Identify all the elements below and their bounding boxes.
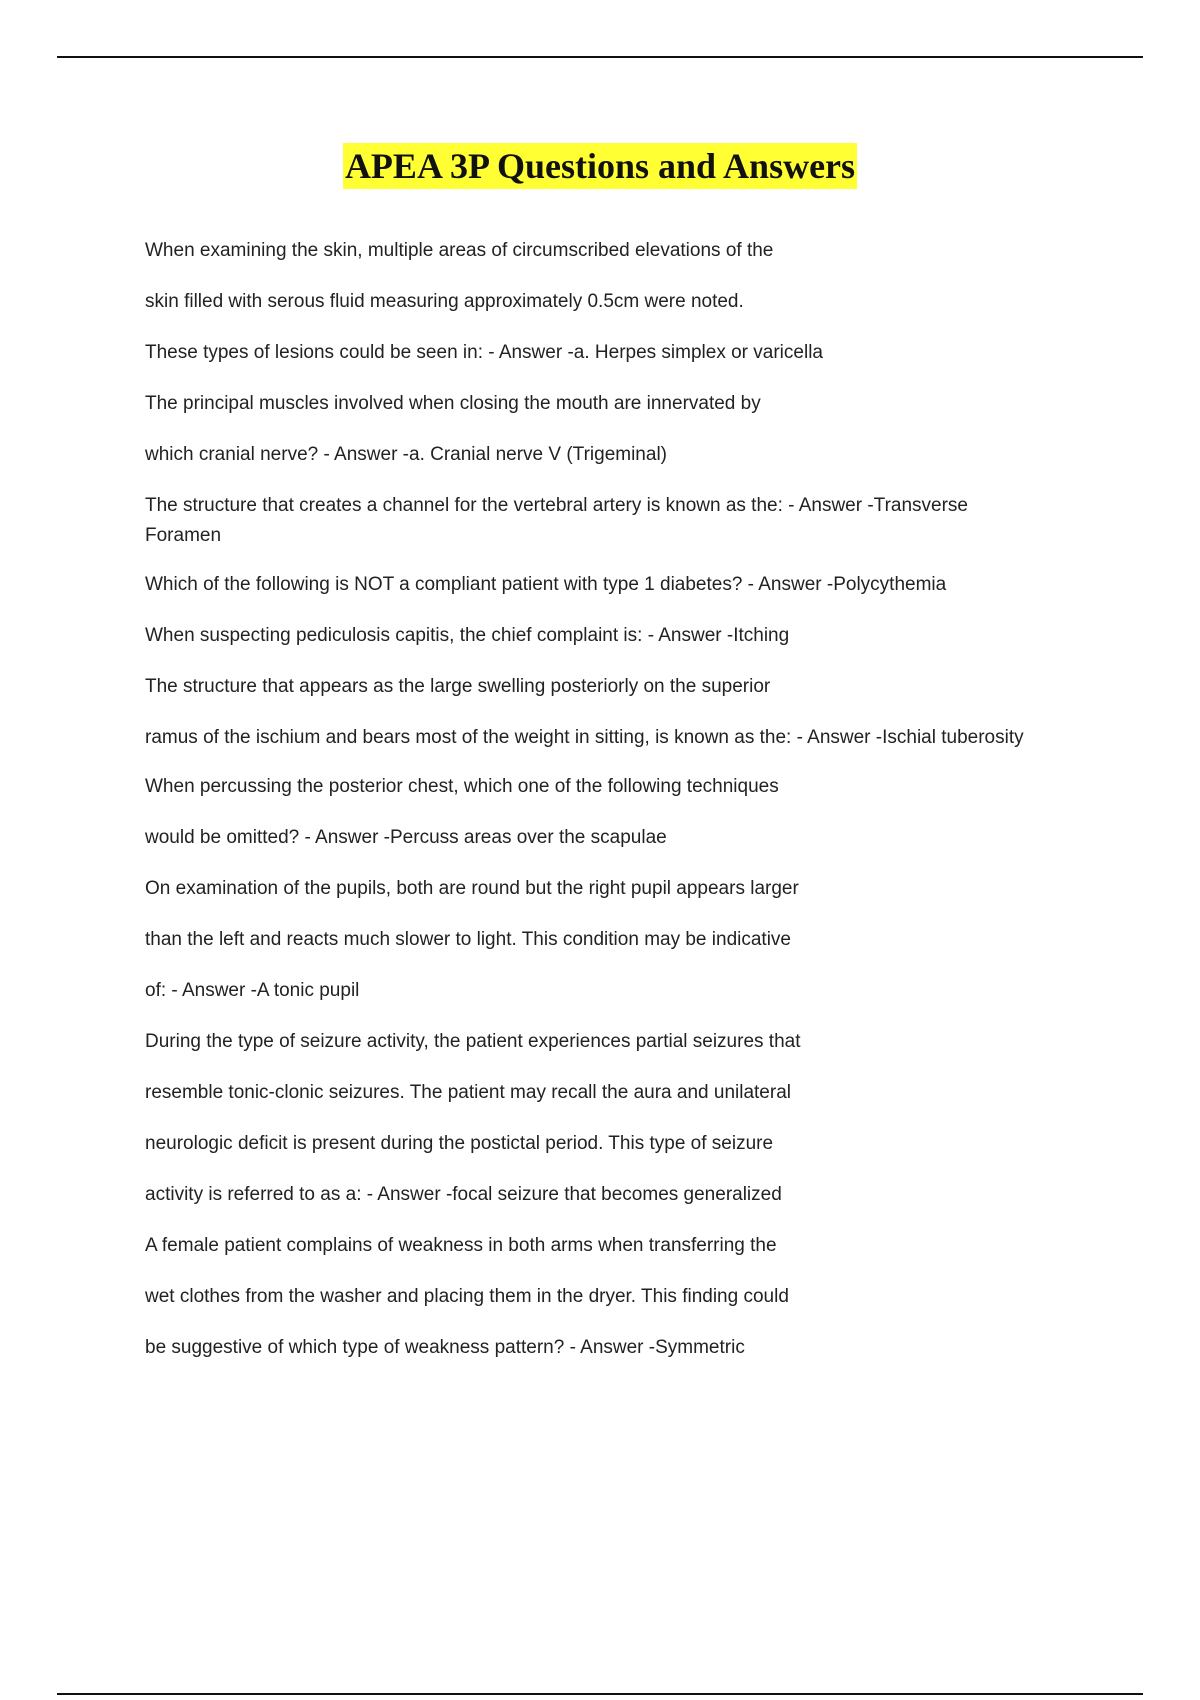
text-line: ramus of the ischium and bears most of the weight in sitting, is known as the: - Answer -Ischial tuberosity [145,727,1024,748]
text-line: wet clothes from the washer and placing them in the dryer. This finding could [145,1286,789,1307]
document-body [145,236,1045,1384]
text-line: A female patient complains of weakness in both arms when transferring the [145,1235,777,1256]
text-line: activity is referred to as a: - Answer -focal seizure that becomes generalized [145,1184,782,1205]
text-line: would be omitted? - Answer -Percuss areas over the scapulae [145,827,667,848]
text-line: The principal muscles involved when closing the mouth are innervated by [145,393,761,414]
text-line: which cranial nerve? - Answer -a. Cranial nerve V (Trigeminal) [145,444,667,465]
text-line: When percussing the posterior chest, which one of the following techniques [145,776,779,797]
text-line: of: - Answer -A tonic pupil [145,980,360,1001]
text-line: The structure that creates a channel for the vertebral artery is known as the: - Answer -Transverse Foramen [145,495,968,546]
text-line: skin filled with serous fluid measuring approximately 0.5cm were noted. [145,291,744,312]
text-line: neurologic deficit is present during the postictal period. This type of seizure [145,1133,774,1154]
page-title: APEA 3P Questions and Answers [343,143,857,189]
text-line: than the left and reacts much slower to light. This condition may be indicative [145,929,791,950]
title-container [0,143,1200,189]
text-line: During the type of seizure activity, the patient experiences partial seizures that [145,1031,801,1052]
text-line: resemble tonic-clonic seizures. The patient may recall the aura and unilateral [145,1082,791,1103]
text-line: These types of lesions could be seen in: - Answer -a. Herpes simplex or varicella [145,342,823,363]
text-line: The structure that appears as the large swelling posteriorly on the superior [145,676,771,697]
top-rule [57,56,1143,58]
text-line: When suspecting pediculosis capitis, the chief complaint is: - Answer -Itching [145,625,790,646]
text-line: be suggestive of which type of weakness pattern? - Answer -Symmetric [145,1337,745,1358]
text-line: When examining the skin, multiple areas of circumscribed elevations of the [145,240,774,261]
text-line: Which of the following is NOT a compliant patient with type 1 diabetes? - Answer -Polycythemia [145,574,947,595]
bottom-rule [57,1693,1143,1695]
text-line: On examination of the pupils, both are round but the right pupil appears larger [145,878,799,899]
